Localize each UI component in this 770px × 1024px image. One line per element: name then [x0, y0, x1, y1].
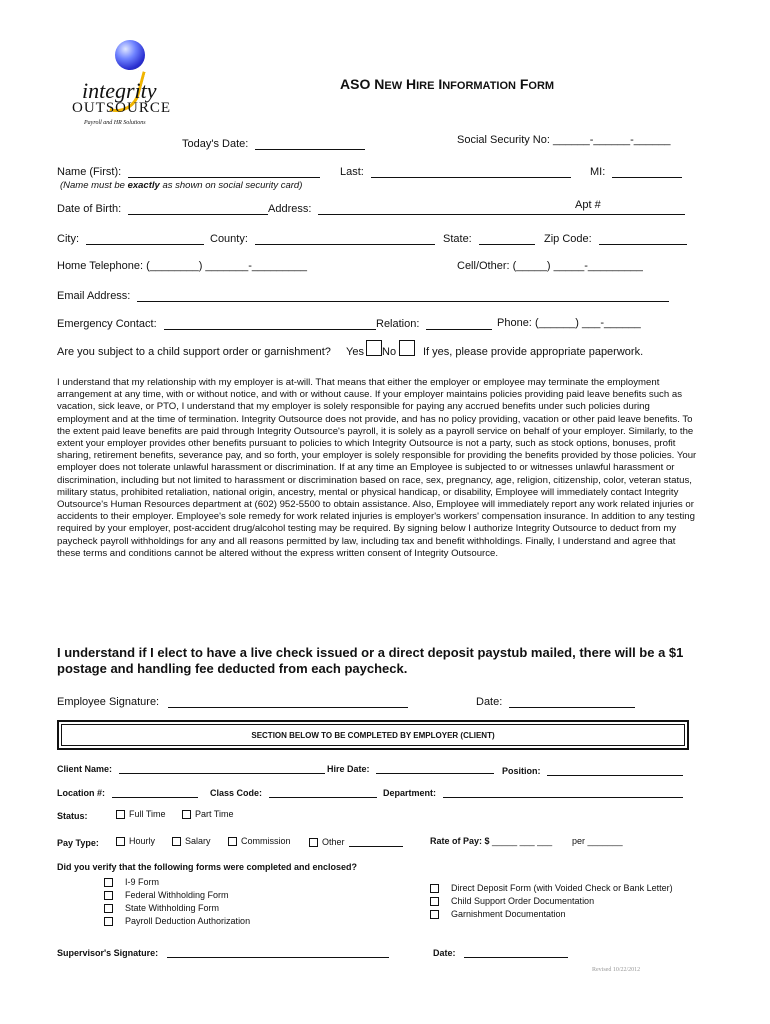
supervisor-signature-field[interactable]: Supervisor's Signature: — [57, 947, 389, 958]
other-checkbox[interactable] — [309, 838, 318, 847]
terms-paragraph: I understand that my relationship with my employer is at-will. That means that either the employer or employee may terminate the employment arrangement at any time, with or without notice, and with or without cause. If your employer maintains policies providing paid leave benefits such as vacation, sick leave, or PTO, I understand that my employer is solely responsible for paying any accrued benefits under such policies during employment and at the time of termination. Integrity Outsource does not provide, and has no policy providing, vacation or other paid leave benefits. To the extent paid leave benefits are paid through Integrity Outsource's payroll, it is solely as a payroll service on behalf of your employer. Similarly, to the extent your employer provides other benefits pursuant to policies to which Integrity Outsource is not a party, such as stock options, bonuses, profit sharing, retirement benefits, severance pay, and so forth, your employer is solely responsible for providing the benefits provided by those policies. Your employer does not tolerate unlawful harassment or discrimination. If at any time an Employee is subjected to or witnesses unlawful harassment or discrimination, including but not limited to harassment or discrimination based on race, sex, pregnancy, age, religion, citizenship, color, veteran status, military status, prohibited retaliation, national origin, ancestry, mental or physical handicap, or disability, Employee will immediately contact Integrity Outsource's Human Resources department at (602) 952-5500 to obtain assistance. Also, Employee will immediately report any work related injuries or accidents to their employer. Employee's sole remedy for work related injuries is employer's workers' compensation insurance. In addition to any testing required by your employer, post-accident drug/alcohol testing may be required. By signing below I authorize Integrity Outsource to deduct from my paycheck payroll withholdings for any and all reasons permitted by law, including tax and benefit withholdings. Finally, I understand and agree that these terms and conditions cannot be altered without the express written consent of Integrity Outsource. — [57, 377, 697, 559]
form-title: ASO NEW HIRE INFORMATION FORM — [340, 76, 555, 92]
garnishment-yes[interactable]: Yes — [346, 346, 364, 358]
cell-field[interactable]: Cell/Other: (_____) _____-_________ — [457, 260, 643, 272]
pay-type-label: Pay Type: — [57, 838, 99, 848]
checkbox-icon[interactable] — [430, 884, 439, 893]
checkbox-icon[interactable] — [430, 910, 439, 919]
other-option[interactable]: Other — [309, 836, 403, 847]
full-time-option[interactable]: Full Time — [116, 809, 166, 819]
employee-signature-field[interactable]: Employee Signature: — [57, 695, 408, 708]
logo-integrity-text: integrity — [82, 78, 157, 103]
rate-of-pay-field[interactable]: Rate of Pay: $ _____ ___ ___ — [430, 836, 553, 846]
department-field[interactable]: Department: — [383, 787, 683, 798]
supervisor-date-field[interactable]: Date: — [433, 947, 568, 958]
hourly-checkbox[interactable] — [116, 837, 125, 846]
employee-date-field[interactable]: Date: — [476, 695, 635, 708]
home-telephone-field[interactable]: Home Telephone: (________) _______-_________ — [57, 260, 307, 272]
logo-outsource-text: OUTSOURCE — [72, 100, 172, 116]
employer-section-header: SECTION BELOW TO BE COMPLETED BY EMPLOYER (CLIENT) — [57, 720, 689, 750]
globe-icon — [115, 40, 145, 70]
form-checklist-item[interactable]: State Withholding Form — [104, 903, 250, 916]
checkbox-icon[interactable] — [104, 904, 113, 913]
phone-field[interactable]: Phone: (______) ___-______ — [497, 317, 641, 329]
garnishment-question: Are you subject to a child support order or garnishment? — [57, 346, 331, 358]
part-time-checkbox[interactable] — [182, 810, 191, 819]
full-time-checkbox[interactable] — [116, 810, 125, 819]
checkbox-icon[interactable] — [104, 878, 113, 887]
county-field[interactable]: County: — [210, 232, 435, 245]
company-logo — [70, 38, 180, 130]
email-field[interactable]: Email Address: — [57, 289, 669, 302]
salary-option[interactable]: Salary — [172, 836, 211, 846]
garnishment-no[interactable]: No — [382, 346, 397, 358]
ssn-field[interactable]: Social Security No: ______-______-______ — [457, 134, 671, 146]
class-code-field[interactable]: Class Code: — [210, 787, 377, 798]
checkbox-icon[interactable] — [104, 917, 113, 926]
todays-date-field[interactable]: Today's Date: — [182, 137, 365, 150]
mi-field[interactable]: MI: — [590, 165, 682, 178]
address-field[interactable]: Address: — [268, 202, 685, 215]
form-checklist-item[interactable]: Payroll Deduction Authorization — [104, 916, 250, 929]
form-checklist-item[interactable]: Child Support Order Documentation — [430, 896, 673, 909]
forms-left-list — [104, 877, 250, 929]
position-field[interactable]: Position: — [502, 765, 683, 776]
first-name-field[interactable]: Name (First): — [57, 165, 320, 178]
emergency-contact-field[interactable]: Emergency Contact: — [57, 317, 376, 330]
zip-field[interactable]: Zip Code: — [544, 232, 687, 245]
forms-right-list — [430, 883, 673, 922]
yes-checkbox[interactable] — [366, 340, 382, 356]
form-checklist-item[interactable]: Direct Deposit Form (with Voided Check or Bank Letter) — [430, 883, 673, 896]
status-label: Status: — [57, 811, 88, 821]
dob-field[interactable]: Date of Birth: — [57, 202, 268, 215]
form-checklist-item[interactable]: Garnishment Documentation — [430, 909, 673, 922]
revision-date: Revised 10/22/2012 — [592, 967, 641, 973]
garnishment-note: If yes, please provide appropriate paperwork. — [423, 346, 644, 358]
name-note: (Name must be exactly as shown on social security card) — [60, 180, 303, 191]
relation-field[interactable]: Relation: — [376, 317, 492, 330]
form-checklist-item[interactable]: I-9 Form — [104, 877, 250, 890]
logo-tagline: Payroll and HR Solutions — [84, 120, 146, 126]
location-field[interactable]: Location #: — [57, 787, 198, 798]
fee-notice: I understand if I elect to have a live check issued or a direct deposit paystub mailed, there will be a $1 postage and handling fee deducted from each paycheck. — [57, 645, 684, 676]
client-name-field[interactable]: Client Name: — [57, 763, 325, 774]
state-field[interactable]: State: — [443, 232, 535, 245]
hourly-option[interactable]: Hourly — [116, 836, 155, 846]
commission-option[interactable]: Commission — [228, 836, 291, 846]
checkbox-icon[interactable] — [430, 897, 439, 906]
apt-label: Apt # — [575, 199, 601, 211]
part-time-option[interactable]: Part Time — [182, 809, 234, 819]
form-checklist-item[interactable]: Federal Withholding Form — [104, 890, 250, 903]
commission-checkbox[interactable] — [228, 837, 237, 846]
no-checkbox[interactable] — [399, 340, 415, 356]
per-field[interactable]: per _______ — [572, 836, 623, 846]
last-name-field[interactable]: Last: — [340, 165, 571, 178]
verify-forms-question: Did you verify that the following forms were completed and enclosed? — [57, 862, 358, 872]
hire-date-field[interactable]: Hire Date: — [327, 763, 494, 774]
checkbox-icon[interactable] — [104, 891, 113, 900]
city-field[interactable]: City: — [57, 232, 204, 245]
salary-checkbox[interactable] — [172, 837, 181, 846]
